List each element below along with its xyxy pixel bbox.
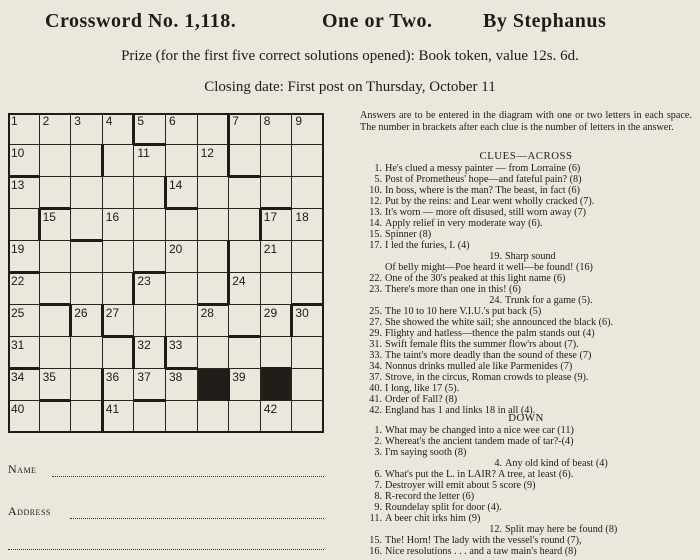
grid-cell[interactable] <box>71 145 103 177</box>
clue-text: Roundelay split for door (4). <box>385 502 502 513</box>
thick-bar <box>259 209 262 241</box>
grid-cell[interactable] <box>166 305 198 337</box>
across-clue <box>360 339 695 350</box>
grid-cell[interactable] <box>40 273 72 305</box>
down-clue <box>360 447 695 458</box>
thick-bar <box>40 303 72 306</box>
clue-text: Post of Prometheus' hope—and fateful pain? (8) <box>385 174 582 185</box>
thick-bar <box>101 401 104 433</box>
clue-number: 21 <box>263 242 278 256</box>
grid-cell[interactable] <box>103 177 135 209</box>
thick-bar <box>166 367 198 370</box>
clue-number: 10 <box>11 146 25 160</box>
clue-label: 41. <box>369 394 382 405</box>
grid-cell[interactable] <box>166 273 198 305</box>
clue-number: 18 <box>295 210 309 224</box>
across-clue <box>360 372 695 383</box>
grid-cell[interactable] <box>229 337 261 369</box>
thick-bar <box>101 145 104 177</box>
grid-cell[interactable] <box>71 401 103 433</box>
down-clue <box>360 436 695 447</box>
closing-date: Closing date: First post on Thursday, October 11 <box>204 79 496 95</box>
across-clue <box>360 295 695 306</box>
clue-number: 29 <box>263 306 278 320</box>
address-field[interactable] <box>70 517 324 519</box>
grid-cell[interactable] <box>198 177 230 209</box>
clue-number: 41 <box>105 402 120 416</box>
thick-bar <box>292 303 324 306</box>
down-heading: DOWN <box>508 412 544 424</box>
thick-bar <box>261 367 293 370</box>
clue-text: The! Horn! The lady with the vessel's round (7), <box>385 535 582 546</box>
thick-bar <box>132 273 135 305</box>
across-clue <box>360 196 695 207</box>
address-field-line-2[interactable] <box>8 548 324 550</box>
clue-number: 11 <box>137 146 150 160</box>
clue-text: Any old kind of beast (4) <box>505 458 608 469</box>
across-clue <box>360 251 695 262</box>
across-clue <box>360 306 695 317</box>
grid-cell[interactable] <box>292 337 324 369</box>
clue-text: He's clued a messy painter — from Lorraine (6) <box>385 163 581 174</box>
thick-bar <box>164 177 167 209</box>
clue-label: 34. <box>369 361 382 372</box>
clue-label: 37. <box>369 372 382 383</box>
grid-cell[interactable] <box>292 369 324 401</box>
grid-cell[interactable] <box>134 209 166 241</box>
across-clue <box>360 240 695 251</box>
thick-bar <box>134 271 166 274</box>
grid-cell[interactable] <box>103 145 135 177</box>
clue-number: 28 <box>200 306 214 320</box>
thick-bar <box>71 239 103 242</box>
clue-text: What's put the L. in LAIR? A tree, at least (6). <box>385 469 574 480</box>
clue-number: 33 <box>169 338 183 352</box>
grid-cell[interactable] <box>71 177 103 209</box>
across-clue <box>360 174 695 185</box>
grid-cell[interactable] <box>292 273 324 305</box>
across-clue <box>360 328 695 339</box>
down-clue <box>360 502 695 513</box>
grid-cell[interactable] <box>229 145 261 177</box>
clue-text: Of belly might—Poe heard it well—be found! (16) <box>385 262 593 273</box>
clue-number: 14 <box>169 178 183 192</box>
clue-label: 13. <box>369 207 382 218</box>
clue-number: 16 <box>105 210 120 224</box>
thick-bar <box>227 145 230 177</box>
clue-label: 10. <box>369 185 382 196</box>
grid-cell[interactable] <box>292 145 324 177</box>
clue-label: 7. <box>374 480 382 491</box>
prize-line: Prize (for the first five correct solutions opened): Book token, value 12s. 6d. <box>121 48 579 64</box>
grid-cell[interactable] <box>134 241 166 273</box>
grid-cell[interactable] <box>134 177 166 209</box>
clue-text: Whereat's the ancient tandem made of tar?-(4) <box>385 436 574 447</box>
clue-text: The 10 to 10 here V.I.U.'s put back (5) <box>385 306 542 317</box>
grid-cell[interactable] <box>40 145 72 177</box>
down-clue <box>360 491 695 502</box>
grid-cell[interactable] <box>71 209 103 241</box>
grid-cell[interactable] <box>261 337 293 369</box>
clue-text: Trunk for a game (5). <box>505 295 593 306</box>
crossword-author: By Stephanus <box>483 10 607 32</box>
clue-number: 30 <box>295 306 309 320</box>
grid-cell[interactable] <box>71 369 103 401</box>
clue-text: Order of Fall? (8) <box>385 394 458 405</box>
clue-text: It's worn — more oft disused, still worn away (7) <box>385 207 587 218</box>
clue-label: 8. <box>374 491 382 502</box>
across-clue <box>360 361 695 372</box>
name-label: Name <box>8 462 37 476</box>
grid-cell[interactable] <box>229 401 261 433</box>
clue-number: 36 <box>105 370 120 384</box>
clue-label: 2. <box>374 436 382 447</box>
grid-cell[interactable] <box>229 305 261 337</box>
clue-text: Spinner (8) <box>385 229 432 240</box>
clue-number: 39 <box>232 370 246 384</box>
address-label: Address <box>8 504 51 518</box>
clue-label: 40. <box>369 383 382 394</box>
grid-cell[interactable] <box>292 177 324 209</box>
down-clue <box>360 480 695 491</box>
clue-number: 31 <box>11 338 25 352</box>
clue-number: 26 <box>74 306 88 320</box>
thick-bar <box>103 335 135 338</box>
clue-text: There's more than one in this! (6) <box>385 284 521 295</box>
clue-number: 2 <box>42 114 50 128</box>
instructions: Answers are to be entered in the diagram with one or two letters in each space. The number in brackets after each clue is the number of letters in the answer. <box>360 110 692 133</box>
clue-text: Swift female flits the summer flow'rs about (7). <box>385 339 579 350</box>
grid-cell[interactable] <box>71 337 103 369</box>
crossword-subtitle: One or Two. <box>322 10 433 32</box>
grid-cell[interactable] <box>261 177 293 209</box>
thick-bar <box>132 113 135 145</box>
thick-bar <box>227 241 230 273</box>
clue-label: 3. <box>374 447 382 458</box>
clue-number: 3 <box>74 114 81 128</box>
clue-number: 6 <box>169 114 176 128</box>
clue-number: 1 <box>11 114 18 128</box>
clue-number: 7 <box>232 114 239 128</box>
clue-text: Strove, in the circus, Roman crowds to please (9). <box>385 372 589 383</box>
clue-text: Sharp sound <box>505 251 556 262</box>
clue-number: 25 <box>11 306 25 320</box>
clue-text: One of the 30's peaked at this light name (6) <box>385 273 566 284</box>
grid-cell[interactable] <box>103 241 135 273</box>
thick-bar <box>101 369 104 401</box>
grid-cell[interactable] <box>40 177 72 209</box>
clue-label: 17. <box>369 240 382 251</box>
clue-number: 40 <box>11 402 25 416</box>
clue-label: 15. <box>369 229 382 240</box>
thick-bar <box>132 337 135 369</box>
across-clue <box>360 394 695 405</box>
clue-number: 37 <box>137 370 151 384</box>
grid-cell[interactable] <box>198 113 230 145</box>
grid-cell[interactable] <box>229 177 261 209</box>
clue-label: 42. <box>369 405 382 416</box>
clue-number: 23 <box>137 274 151 288</box>
thick-bar <box>261 207 293 210</box>
thick-bar <box>38 209 41 241</box>
thick-bar <box>8 367 40 370</box>
grid-cell[interactable] <box>166 401 198 433</box>
grid-cell[interactable] <box>166 145 198 177</box>
across-clue <box>360 383 695 394</box>
grid-cell[interactable] <box>134 401 166 433</box>
down-clue <box>360 546 695 557</box>
grid-block <box>198 369 230 401</box>
across-clue <box>360 185 695 196</box>
grid-cell[interactable] <box>8 209 40 241</box>
grid-cell[interactable] <box>134 305 166 337</box>
clue-number: 15 <box>42 210 56 224</box>
clue-number: 24 <box>232 274 246 288</box>
grid-cell[interactable] <box>292 241 324 273</box>
clue-label: 14. <box>369 218 382 229</box>
grid-cell[interactable] <box>261 145 293 177</box>
grid-cell[interactable] <box>198 337 230 369</box>
clue-number: 9 <box>295 114 303 128</box>
across-clue <box>360 262 695 273</box>
grid-cell[interactable] <box>292 401 324 433</box>
clue-label: 11. <box>369 513 382 524</box>
grid-cell[interactable] <box>71 241 103 273</box>
thick-bar <box>227 369 230 401</box>
thick-bar <box>229 335 261 338</box>
clue-text: The taint's more deadly than the sound of these (7) <box>385 350 592 361</box>
clue-number: 27 <box>105 306 120 320</box>
thick-bar <box>227 113 230 145</box>
clue-text: A beer chit irks him (9) <box>385 513 481 524</box>
clue-text: I led the furies, I. (4) <box>385 240 470 251</box>
down-clue <box>360 458 695 469</box>
grid-cell[interactable] <box>229 241 261 273</box>
grid-cell[interactable] <box>229 209 261 241</box>
across-clue <box>360 218 695 229</box>
grid-cell[interactable] <box>198 273 230 305</box>
clue-number: 34 <box>11 370 25 384</box>
clue-label: 12. <box>369 196 382 207</box>
clue-text: Nice resolutions . . . and a taw main's heard (8) <box>385 546 577 557</box>
clue-text: Flighty and hatless—thence the palm stands out (4) <box>385 328 595 339</box>
thick-bar <box>227 273 230 305</box>
thick-bar <box>40 399 72 402</box>
clue-text: Destroyer will emit about 5 score (9) <box>385 480 536 491</box>
clue-label: 25. <box>369 306 382 317</box>
clue-label: 29. <box>369 328 382 339</box>
clue-label: 12. <box>489 524 502 535</box>
clue-label: 9. <box>374 502 382 513</box>
grid-cell[interactable] <box>198 241 230 273</box>
across-heading: CLUES—ACROSS <box>479 150 573 162</box>
clue-label: 19. <box>489 251 502 262</box>
clue-label: 27. <box>369 317 382 328</box>
grid-cell[interactable] <box>40 401 72 433</box>
clue-label: 1. <box>374 163 382 174</box>
clue-text: R-record the letter (6) <box>385 491 475 502</box>
clue-label: 4. <box>494 458 502 469</box>
clue-text: In boss, where is the man? The beast, in fact (6) <box>385 185 581 196</box>
across-clue <box>360 273 695 284</box>
clue-label: 23. <box>369 284 382 295</box>
thick-bar <box>166 207 198 210</box>
header <box>0 0 700 110</box>
down-clue <box>360 469 695 480</box>
clue-label: 1. <box>374 425 382 436</box>
crossword-title: Crossword No. 1,118. <box>45 10 237 32</box>
thick-bar <box>8 175 40 178</box>
thick-bar <box>8 271 40 274</box>
thick-bar <box>290 305 293 337</box>
clue-text: Split may here be found (8) <box>505 524 618 535</box>
clue-number: 13 <box>11 178 25 192</box>
thick-bar <box>164 337 167 369</box>
clue-number: 17 <box>263 210 278 224</box>
thick-bar <box>229 175 261 178</box>
across-clue <box>360 284 695 295</box>
clue-text: Put by the reins: and Lear went wholly cracked (7). <box>385 196 595 207</box>
clue-number: 5 <box>137 114 145 128</box>
clue-text: She showed the white sail; she announced the black (6). <box>385 317 614 328</box>
across-clue <box>360 229 695 240</box>
grid-cell[interactable] <box>198 401 230 433</box>
clue-number: 32 <box>137 338 151 352</box>
grid-cell[interactable] <box>40 337 72 369</box>
crossword-grid <box>8 113 324 433</box>
clue-label: 15. <box>369 535 382 546</box>
clue-label: 33. <box>369 350 382 361</box>
clue-number: 38 <box>169 370 183 384</box>
thick-bar <box>101 305 104 337</box>
clue-number: 19 <box>11 242 25 256</box>
clue-number: 42 <box>263 402 278 416</box>
clue-number: 8 <box>263 114 271 128</box>
clue-label: 6. <box>374 469 382 480</box>
grid-cell[interactable] <box>71 273 103 305</box>
clue-label: 31. <box>369 339 382 350</box>
clue-number: 12 <box>200 146 214 160</box>
clue-text: I long, like 17 (5). <box>385 383 460 394</box>
clue-label: 22. <box>369 273 382 284</box>
clue-text: What may be changed into a nice wee car (11) <box>385 425 574 436</box>
grid-block <box>261 369 293 401</box>
across-clue <box>360 350 695 361</box>
clue-text: Nonnus drinks mulled ale like Parmenides (7) <box>385 361 573 372</box>
name-field[interactable] <box>52 475 324 477</box>
across-clue <box>360 317 695 328</box>
grid-cell[interactable] <box>103 273 135 305</box>
clue-label: 5. <box>374 174 382 185</box>
down-clue <box>360 513 695 524</box>
clue-text: Apply relief in very moderate way (6). <box>385 218 543 229</box>
thick-bar <box>69 305 72 337</box>
down-clue <box>360 425 695 436</box>
thick-bar <box>198 303 230 306</box>
across-clue <box>360 163 695 174</box>
grid-cell[interactable] <box>166 209 198 241</box>
grid-cell[interactable] <box>261 273 293 305</box>
down-clue <box>360 524 695 535</box>
grid-cell[interactable] <box>103 337 135 369</box>
clue-text: England has 1 and links 18 in all (4). <box>385 405 536 416</box>
clue-text: I'm saying sooth (8) <box>385 447 467 458</box>
clue-label: 24. <box>489 295 502 306</box>
thick-bar <box>40 207 72 210</box>
clue-number: 20 <box>169 242 183 256</box>
thick-bar <box>134 143 166 146</box>
clue-number: 4 <box>105 114 113 128</box>
across-clue <box>360 207 695 218</box>
clue-number: 22 <box>11 274 25 288</box>
down-clue <box>360 535 695 546</box>
thick-bar <box>134 399 166 402</box>
clue-label: 16. <box>369 546 382 557</box>
grid-cell[interactable] <box>40 241 72 273</box>
clue-number: 35 <box>42 370 56 384</box>
grid-cell[interactable] <box>40 305 72 337</box>
grid-cell[interactable] <box>198 209 230 241</box>
